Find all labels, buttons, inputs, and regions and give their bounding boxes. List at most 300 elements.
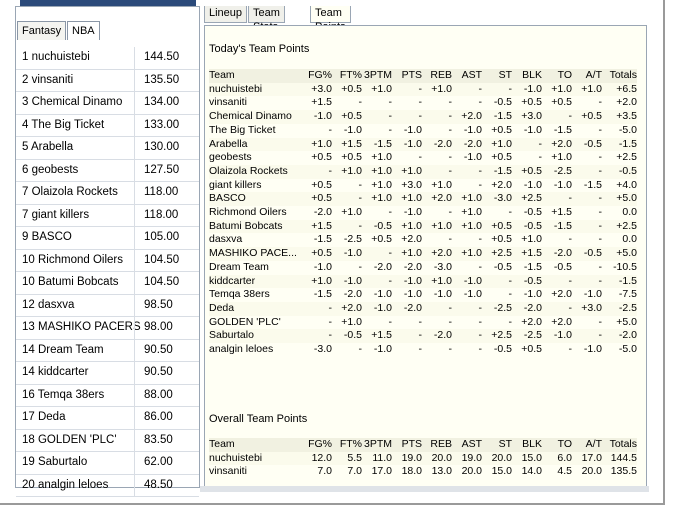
stat-cell: -: [508, 315, 512, 328]
team-cell: MASHIKO PACE...: [209, 247, 297, 260]
team-points-view: [204, 25, 647, 487]
stat-cell: -0.5: [583, 137, 602, 150]
stat-cell: -1.0: [523, 178, 542, 191]
stat-cell: +2.5: [616, 219, 637, 232]
stat-cell: -2.0: [343, 288, 362, 301]
table-row[interactable]: [209, 452, 637, 466]
table-row[interactable]: [209, 288, 637, 302]
stat-cell: -0.5: [493, 343, 512, 356]
stat-cell: +1.5: [551, 206, 572, 219]
stat-cell: -0.5: [583, 247, 602, 260]
table-row[interactable]: [209, 206, 637, 220]
stat-cell: 135.5: [610, 465, 637, 478]
stat-cell: -: [538, 137, 542, 150]
stat-cell: 17.0: [371, 465, 392, 478]
stat-cell: 144.5: [610, 451, 637, 464]
standings-row[interactable]: [16, 70, 199, 93]
stat-cell: -2.5: [343, 233, 362, 246]
stat-cell: +1.0: [371, 192, 392, 205]
stat-cell: -: [448, 233, 452, 246]
stat-cell: -: [448, 315, 452, 328]
stat-cell: +1.0: [461, 206, 482, 219]
column-header[interactable]: AST: [461, 438, 482, 450]
table-row[interactable]: [209, 465, 637, 479]
stat-cell: -: [358, 178, 362, 191]
stat-cell: -: [448, 164, 452, 177]
stat-cell: 20.0: [461, 465, 482, 478]
stat-cell: -10.5: [613, 260, 637, 273]
team-points: 118.00: [144, 208, 179, 221]
stat-cell: +1.0: [431, 219, 452, 232]
stat-cell: -: [448, 123, 452, 136]
overall-points-heading: Overall Team Points: [209, 413, 308, 425]
stat-cell: -: [598, 274, 602, 287]
stat-cell: +1.0: [341, 315, 362, 328]
team-name: 19 Saburtalo: [22, 456, 88, 468]
table-header-row: [209, 438, 637, 452]
stat-cell: -1.5: [493, 164, 512, 177]
stat-cell: +0.5: [341, 82, 362, 95]
stat-cell: +1.0: [401, 192, 422, 205]
stat-cell: +3.5: [616, 110, 637, 123]
stat-cell: -: [478, 315, 482, 328]
stat-cell: -: [328, 315, 332, 328]
stat-cell: +1.0: [551, 151, 572, 164]
stat-cell: -: [388, 315, 392, 328]
column-divider: [134, 340, 135, 362]
stat-cell: +1.0: [371, 164, 392, 177]
team-cell: Olaizola Rockets: [209, 164, 288, 177]
stat-cell: -1.0: [463, 288, 482, 301]
stat-cell: -1.0: [583, 343, 602, 356]
stat-cell: -: [508, 82, 512, 95]
stat-cell: 20.0: [431, 451, 452, 464]
stat-cell: 11.0: [372, 451, 392, 464]
team-points: 130.00: [144, 141, 180, 153]
column-header[interactable]: FT%: [339, 438, 362, 450]
team-cell: giant killers: [209, 178, 262, 191]
stat-cell: 0.0: [622, 233, 637, 246]
team-name: 7 giant killers: [22, 208, 90, 221]
column-header[interactable]: TO: [557, 438, 572, 450]
stat-cell: -: [478, 260, 482, 273]
standings-row[interactable]: [16, 317, 199, 340]
column-header[interactable]: Totals: [609, 69, 637, 81]
team-cell: Chemical Dinamo: [209, 110, 292, 123]
stat-cell: -: [568, 274, 572, 287]
stat-cell: 18.0: [401, 465, 422, 478]
stat-cell: -1.0: [523, 82, 542, 95]
standings-row[interactable]: [16, 295, 199, 318]
team-points: 98.00: [144, 321, 173, 333]
team-name: 9 BASCO: [22, 231, 72, 243]
stat-cell: -0.5: [373, 219, 392, 232]
team-points: 88.00: [144, 388, 173, 401]
stat-cell: -1.0: [343, 274, 362, 287]
stat-cell: -1.0: [523, 288, 542, 301]
stat-cell: -1.0: [433, 288, 452, 301]
table-row[interactable]: [209, 261, 637, 275]
stat-cell: -: [508, 288, 512, 301]
stat-cell: -: [508, 206, 512, 219]
stat-cell: -1.0: [313, 110, 332, 123]
horizontal-scrollbar[interactable]: [200, 486, 649, 492]
standings-panel: [15, 6, 200, 491]
column-header[interactable]: PTS: [401, 69, 422, 81]
team-cell: Arabella: [209, 137, 248, 150]
stat-cell: -7.5: [618, 288, 637, 301]
team-name: 10 Richmond Oilers: [22, 253, 123, 266]
stat-cell: -: [328, 301, 332, 314]
stat-cell: -2.5: [553, 164, 572, 177]
column-divider: [134, 70, 135, 92]
team-cell: Dream Team: [209, 260, 269, 273]
column-header[interactable]: ST: [498, 438, 512, 450]
stat-cell: +0.5: [491, 123, 512, 136]
stat-cell: 6.0: [557, 451, 572, 464]
team-cell: vinsaniti: [209, 465, 247, 478]
stat-cell: -2.0: [403, 301, 422, 314]
table-row[interactable]: [209, 192, 637, 206]
team-points: 127.50: [144, 163, 180, 176]
stat-cell: +4.0: [616, 178, 637, 191]
team-cell: nuchuistebi: [209, 451, 263, 464]
standings-row[interactable]: [16, 250, 199, 273]
stat-cell: 20.0: [581, 465, 602, 478]
stat-cell: -: [598, 233, 602, 246]
stat-cell: -1.0: [343, 247, 362, 260]
stat-cell: +1.0: [371, 82, 392, 95]
stat-cell: -: [478, 343, 482, 356]
stat-cell: -: [598, 260, 602, 273]
stat-cell: +2.0: [551, 315, 572, 328]
stat-cell: +0.5: [551, 96, 572, 109]
stat-cell: +2.0: [461, 110, 482, 123]
points-panel: [200, 6, 645, 486]
stat-cell: +2.5: [491, 247, 512, 260]
stat-cell: -: [478, 233, 482, 246]
stat-cell: 19.0: [461, 451, 482, 464]
team-points: 83.50: [144, 433, 173, 446]
table-row[interactable]: [209, 316, 637, 330]
stat-cell: +1.0: [461, 247, 482, 260]
stat-cell: +0.5: [491, 233, 512, 246]
table-row[interactable]: [209, 179, 637, 193]
stat-cell: -: [448, 151, 452, 164]
standings-row[interactable]: [16, 385, 199, 408]
stat-cell: +0.5: [491, 219, 512, 232]
stat-cell: 7.0: [347, 465, 362, 478]
column-divider: [134, 430, 135, 452]
stat-cell: -: [478, 178, 482, 191]
stat-cell: -: [448, 96, 452, 109]
stat-cell: +2.0: [616, 96, 637, 109]
column-divider: [134, 362, 135, 384]
team-name: 14 kiddcarter: [22, 366, 89, 378]
team-points: 86.00: [144, 411, 173, 423]
standings-row[interactable]: [16, 137, 199, 160]
stat-cell: +0.5: [311, 247, 332, 260]
stat-cell: -: [448, 301, 452, 314]
column-header[interactable]: PTS: [401, 438, 422, 450]
column-divider: [134, 385, 135, 407]
standings-row[interactable]: [16, 452, 199, 475]
table-row[interactable]: [209, 329, 637, 343]
standings-row[interactable]: [16, 205, 199, 228]
team-cell: Temqa 38ers: [209, 288, 270, 301]
stat-cell: +1.0: [461, 219, 482, 232]
team-name: 14 Dream Team: [22, 343, 104, 356]
stat-cell: +2.0: [551, 288, 572, 301]
column-divider: [134, 295, 135, 317]
overall-points-table: [209, 438, 637, 479]
column-divider: [134, 47, 135, 69]
stat-cell: -1.0: [403, 274, 422, 287]
table-row[interactable]: [209, 247, 637, 261]
stat-cell: -2.5: [523, 329, 542, 342]
standings-row[interactable]: [16, 115, 199, 138]
stat-cell: +2.0: [401, 233, 422, 246]
stat-cell: -5.0: [618, 123, 637, 136]
stat-cell: +1.0: [551, 82, 572, 95]
stat-cell: -1.5: [313, 288, 332, 301]
stat-cell: -1.5: [313, 233, 332, 246]
team-name: 2 vinsaniti: [22, 73, 74, 86]
stat-cell: +2.5: [521, 192, 542, 205]
stat-cell: +1.0: [371, 151, 392, 164]
stat-cell: -: [388, 247, 392, 260]
column-header[interactable]: A/T: [585, 69, 602, 81]
tab-lineup[interactable]: Lineup: [204, 6, 247, 23]
table-row[interactable]: [209, 124, 637, 138]
stat-cell: +2.0: [551, 137, 572, 150]
stat-cell: -1.0: [463, 274, 482, 287]
stat-cell: +1.0: [431, 178, 452, 191]
stat-cell: -0.5: [343, 329, 362, 342]
tab-nba[interactable]: NBA: [67, 21, 100, 40]
table-row[interactable]: [209, 151, 637, 165]
stat-cell: +2.0: [431, 192, 452, 205]
team-cell: BASCO: [209, 192, 246, 205]
standings-row[interactable]: [16, 362, 199, 385]
stat-cell: -: [508, 274, 512, 287]
stat-cell: -1.5: [583, 178, 602, 191]
stat-cell: -5.0: [618, 343, 637, 356]
stat-cell: -: [418, 82, 422, 95]
standings-row[interactable]: [16, 160, 199, 183]
team-points: 134.00: [144, 96, 180, 108]
column-divider: [134, 115, 135, 137]
column-header[interactable]: A/T: [585, 438, 602, 450]
standings-row[interactable]: [16, 340, 199, 363]
stat-cell: -1.5: [553, 219, 572, 232]
column-header[interactable]: BLK: [522, 69, 542, 81]
stat-cell: -: [598, 151, 602, 164]
column-header[interactable]: REB: [430, 438, 452, 450]
column-header[interactable]: Team: [209, 438, 235, 450]
stat-cell: -: [568, 343, 572, 356]
stat-cell: 5.5: [347, 451, 362, 464]
stat-cell: -0.5: [618, 164, 637, 177]
stat-cell: -1.0: [373, 288, 392, 301]
stat-cell: +1.5: [341, 137, 362, 150]
stat-cell: +0.5: [491, 151, 512, 164]
stat-cell: -: [358, 192, 362, 205]
standings-list: [16, 47, 199, 497]
standings-row[interactable]: [16, 227, 199, 250]
column-divider: [134, 407, 135, 429]
team-cell: Batumi Bobcats: [209, 219, 283, 232]
standings-row[interactable]: [16, 475, 199, 498]
team-cell: GOLDEN 'PLC': [209, 315, 281, 328]
column-divider: [134, 317, 135, 339]
stat-cell: +5.0: [616, 247, 637, 260]
table-row[interactable]: [209, 220, 637, 234]
column-divider: [134, 250, 135, 272]
column-header[interactable]: AST: [461, 69, 482, 81]
standings-row[interactable]: [16, 182, 199, 205]
stat-cell: -: [538, 151, 542, 164]
stat-cell: -1.0: [403, 123, 422, 136]
standings-row[interactable]: [16, 430, 199, 453]
team-cell: The Big Ticket: [209, 123, 276, 136]
stat-cell: +1.0: [341, 164, 362, 177]
standings-row[interactable]: [16, 272, 199, 295]
stat-cell: 13.0: [431, 465, 452, 478]
stat-cell: +0.5: [581, 110, 602, 123]
column-header[interactable]: FT%: [339, 69, 362, 81]
stat-cell: -: [358, 96, 362, 109]
stat-cell: -3.0: [313, 343, 332, 356]
standings-row[interactable]: [16, 92, 199, 115]
tab-team-stats[interactable]: Team: [248, 6, 285, 23]
table-row[interactable]: [209, 343, 637, 357]
stat-cell: -: [448, 110, 452, 123]
stat-cell: +1.0: [431, 274, 452, 287]
table-row[interactable]: [209, 275, 637, 289]
stat-cell: -3.0: [433, 260, 452, 273]
stat-cell: +2.5: [491, 329, 512, 342]
stat-cell: +0.5: [521, 164, 542, 177]
stat-cell: -2.0: [618, 329, 637, 342]
stat-cell: +0.5: [371, 233, 392, 246]
team-name: 3 Chemical Dinamo: [22, 96, 123, 108]
stat-cell: 19.0: [401, 451, 422, 464]
stat-cell: -0.5: [523, 206, 542, 219]
table-row[interactable]: [209, 138, 637, 152]
stat-cell: -2.5: [493, 301, 512, 314]
stat-cell: +1.0: [311, 274, 332, 287]
team-points: 62.00: [144, 456, 173, 468]
table-row[interactable]: [209, 83, 637, 97]
column-header[interactable]: REB: [430, 69, 452, 81]
column-divider: [134, 205, 135, 227]
stat-cell: -: [568, 110, 572, 123]
team-name: 10 Batumi Bobcats: [22, 276, 119, 288]
stat-cell: -: [358, 219, 362, 232]
column-header[interactable]: BLK: [522, 438, 542, 450]
stat-cell: -2.0: [433, 329, 452, 342]
stat-cell: -1.0: [553, 329, 572, 342]
table-row[interactable]: [209, 233, 637, 247]
team-points: 118.00: [144, 186, 179, 198]
column-header[interactable]: 3PTM: [363, 69, 392, 81]
column-header[interactable]: TO: [557, 69, 572, 81]
stat-cell: +1.0: [311, 137, 332, 150]
stat-cell: -: [388, 96, 392, 109]
column-header[interactable]: Team: [209, 69, 235, 81]
team-name: 16 Temqa 38ers: [22, 388, 105, 401]
stat-cell: -2.0: [523, 301, 542, 314]
column-header[interactable]: FG%: [308, 438, 332, 450]
column-header[interactable]: FG%: [308, 69, 332, 81]
stat-cell: 15.0: [491, 465, 512, 478]
stat-cell: -1.0: [583, 288, 602, 301]
column-header[interactable]: Totals: [609, 438, 637, 450]
team-name: 1 nuchuistebi: [22, 51, 90, 63]
table-row[interactable]: [209, 110, 637, 124]
column-divider: [134, 452, 135, 474]
team-name: 4 The Big Ticket: [22, 118, 105, 131]
stat-cell: +2.5: [616, 151, 637, 164]
stat-cell: -: [388, 274, 392, 287]
stat-cell: 0.0: [622, 206, 637, 219]
stat-cell: +1.5: [311, 219, 332, 232]
stat-cell: -: [478, 96, 482, 109]
stat-cell: -: [418, 110, 422, 123]
stat-cell: -: [328, 164, 332, 177]
column-header[interactable]: ST: [498, 69, 512, 81]
stat-cell: +1.0: [461, 192, 482, 205]
stat-cell: -1.0: [463, 151, 482, 164]
stat-cell: -1.0: [403, 137, 422, 150]
team-points: 133.00: [144, 118, 180, 131]
stat-cell: -0.5: [553, 260, 572, 273]
table-row[interactable]: [209, 165, 637, 179]
team-points: 98.50: [144, 298, 173, 311]
stat-cell: 20.0: [491, 451, 512, 464]
stat-cell: -1.0: [403, 206, 422, 219]
stat-cell: -1.5: [373, 137, 392, 150]
stat-cell: -1.0: [343, 123, 362, 136]
stat-cell: +0.5: [311, 178, 332, 191]
stat-cell: +3.0: [581, 301, 602, 314]
table-row[interactable]: [209, 302, 637, 316]
tab-team-points[interactable]: Team: [310, 6, 351, 23]
stat-cell: -1.0: [523, 123, 542, 136]
stat-cell: 4.5: [557, 465, 572, 478]
stat-cell: -: [568, 233, 572, 246]
stat-cell: +0.5: [311, 151, 332, 164]
stat-cell: +1.0: [581, 82, 602, 95]
stat-cell: -1.5: [618, 137, 637, 150]
stat-cell: +5.0: [616, 315, 637, 328]
standings-row[interactable]: [16, 407, 199, 430]
table-row[interactable]: [209, 96, 637, 110]
stat-cell: -: [388, 123, 392, 136]
stat-cell: +6.5: [616, 82, 637, 95]
stat-cell: -: [478, 301, 482, 314]
tab-fantasy[interactable]: Fantasy: [17, 21, 66, 40]
column-divider: [134, 182, 135, 204]
standings-row[interactable]: [16, 47, 199, 70]
stat-cell: +0.5: [521, 96, 542, 109]
team-name: 13 MASHIKO PACERS: [22, 321, 141, 333]
stat-cell: +1.5: [371, 329, 392, 342]
column-divider: [134, 227, 135, 249]
column-divider: [134, 475, 135, 497]
column-header[interactable]: 3PTM: [363, 438, 392, 450]
